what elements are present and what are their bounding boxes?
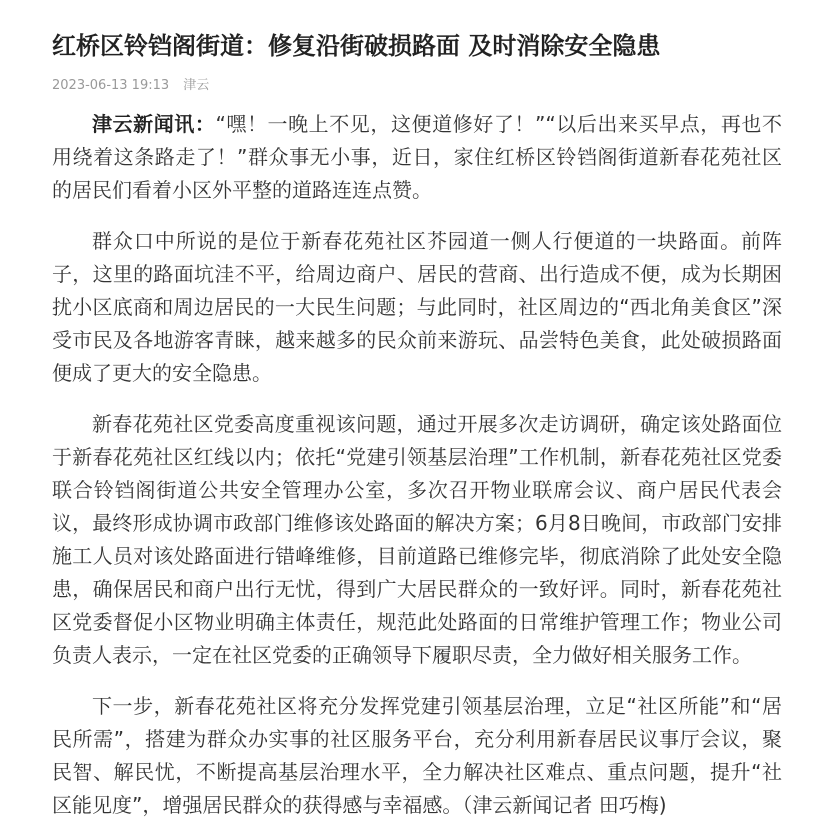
lead-label: 津云新闻讯： — [92, 112, 216, 136]
paragraph-text: “嘿！一晚上不见，这便道修好了！”“以后出来买早点，再也不用绕着这条路走了！”群众事无小事，近日，家住红桥区铃铛阁街道新春花苑社区的居民们看着小区外平整的道路连连点赞。 — [52, 112, 782, 202]
paragraph: 下一步，新春花苑社区将充分发挥党建引领基层治理，立足“社区所能”和“居民所需”，搭建为群众办实事的社区服务平台，充分利用新春居民议事厅会议，聚民智、解民忧，不断提高基层治理水平，全力解决社区难点、重点问题，提升“社区能见度”，增强居民群众的获得感与幸福感。（津云新闻记者 田巧梅) — [52, 694, 782, 817]
article-body — [52, 108, 782, 840]
paragraph: 群众口中所说的是位于新春花苑社区芥园道一侧人行便道的一块路面。前阵子，这里的路面坑洼不平，给周边商户、居民的营商、出行造成不便，成为长期困扰小区底商和周边居民的一大民生问题；与此同时，社区周边的“西北角美食区”深受市民及各地游客青睐，越来越多的民众前来游玩、品尝特色美食，此处破损路面便成了更大的安全隐患。 — [52, 229, 782, 385]
publish-date: 2023-06-13 19:13 — [52, 78, 170, 93]
article-meta — [52, 77, 219, 95]
paragraph — [52, 108, 782, 207]
article-source: 津云 — [183, 78, 210, 93]
paragraph: 新春花苑社区党委高度重视该问题，通过开展多次走访调研，确定该处路面位于新春花苑社区红线以内；依托“党建引领基层治理”工作机制，新春花苑社区党委联合铃铛阁街道公共安全管理办公室，多次召开物业联席会议、商户居民代表会议，最终形成协调市政部门维修该处路面的解决方案；6月8日晚间，市政部门安排施工人员对该处路面进行错峰维修，目前道路已维修完毕，彻底消除了此处安全隐患，确保居民和商户出行无忧，得到广大居民群众的一致好评。同时，新春花苑社区党委督促小区物业明确主体责任，规范此处路面的日常维护管理工作；物业公司负责人表示，一定在社区党委的正确领导下履职尽责，全力做好相关服务工作。 — [52, 412, 782, 667]
article-title: 红桥区铃铛阁街道：修复沿街破损路面 及时消除安全隐患 — [52, 32, 661, 60]
